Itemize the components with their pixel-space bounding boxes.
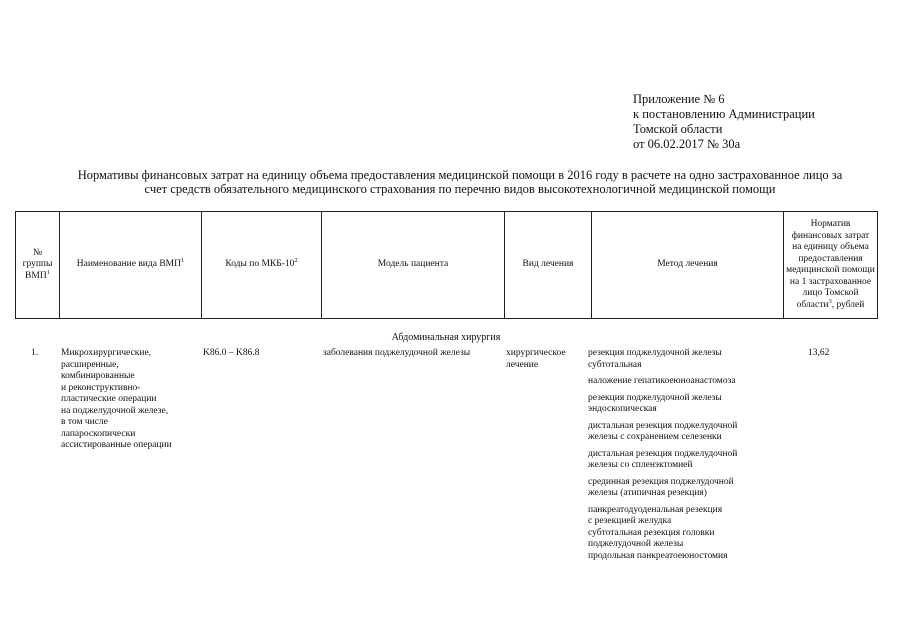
vmp-name-line: лапароскопически: [61, 428, 136, 439]
method-line: субтотальная: [588, 359, 642, 370]
method-line: резекция поджелудочной железы: [588, 392, 722, 403]
header-method: Метод лечения: [592, 212, 784, 319]
header-codes: Коды по МКБ-$10^2$: [202, 212, 322, 319]
header-name: Наименование вида ВМП$^1$: [60, 212, 202, 319]
vmp-name-line: пластические операции: [61, 394, 157, 404]
appendix-line: от 06.02.2017 № 30а: [633, 137, 741, 151]
method-line: субтотальная резекция головки: [588, 527, 715, 538]
header-type: Вид лечения: [505, 212, 592, 319]
header-norm: Норматив финансовых затрат на единицу объема предоставления медицинской помощи на 1 застрахованное лицо Томской области$^3$, рублей: [784, 212, 878, 319]
table-header-wrap: [15, 211, 877, 319]
appendix-line: к постановлению Администрации: [633, 107, 815, 121]
vmp-name: [61, 348, 196, 452]
header-group-no: № группы ВМП$^1$: [16, 212, 60, 319]
vmp-name-line: и реконструктивно-: [61, 382, 141, 393]
treatment-type-line: хирургическое: [506, 348, 566, 358]
table-row: [15, 348, 877, 588]
appendix-line: Приложение № 6: [633, 92, 725, 106]
method-line: железы (атипичная резекция): [588, 488, 707, 498]
method-item: [588, 505, 780, 563]
treatment-methods: [588, 348, 780, 567]
vmp-name-line: комбинированные: [61, 371, 135, 381]
method-item: [588, 393, 780, 416]
group-number: 1.: [31, 348, 39, 358]
method-line: эндоскопическая: [588, 404, 657, 414]
table-header: [15, 211, 878, 319]
vmp-name-line: Микрохирургические,: [61, 348, 152, 358]
vmp-name-line: расширенные,: [61, 359, 119, 370]
method-line: с резекцией желудка: [588, 516, 672, 526]
method-line: наложение гепатикоеюноанастомоза: [588, 376, 736, 386]
method-item: [588, 376, 780, 388]
method-line: поджелудочной железы: [588, 539, 684, 549]
method-line: панкреатодуоденальная резекция: [588, 504, 723, 515]
vmp-name-line: на поджелудочной железе,: [61, 405, 169, 416]
treatment-type: [506, 348, 586, 371]
appendix-line: Томской области: [633, 122, 723, 136]
icd-codes: K86.0 – K86.8: [203, 348, 260, 358]
method-item: [588, 348, 780, 371]
document-title: [40, 168, 880, 196]
method-line: продольная панкреатоеюностомия: [588, 550, 728, 561]
vmp-name-line: в том числе: [61, 417, 108, 427]
method-line: срединная резекция поджелудочной: [588, 476, 734, 487]
method-item: [588, 449, 780, 472]
vmp-name-line: ассистированные операции: [61, 440, 172, 450]
method-line: железы с сохранением селезенки: [588, 432, 722, 442]
header-model: Модель пациента: [322, 212, 505, 319]
title-line: счет средств обязательного медицинского страхования по перечню видов высокотехнологичной медицинской помощи: [144, 182, 776, 196]
method-line: железы со спленэктомией: [588, 460, 693, 470]
method-item: [588, 421, 780, 444]
method-item: [588, 477, 780, 500]
patient-model: заболевания поджелудочной железы: [323, 348, 471, 358]
title-line: Нормативы финансовых затрат на единицу объема предоставления медицинской помощи в 2016 году в расчете на одно застрахованное лицо за: [77, 168, 843, 182]
method-line: дистальная резекция поджелудочной: [588, 420, 738, 431]
norm-value: 13,62: [808, 348, 830, 358]
appendix-block: [633, 92, 815, 152]
method-line: дистальная резекция поджелудочной: [588, 448, 738, 459]
method-line: резекция поджелудочной железы: [588, 348, 722, 358]
treatment-type-line: лечение: [506, 359, 539, 370]
section-title: Абдоминальная хирургия: [391, 332, 501, 343]
